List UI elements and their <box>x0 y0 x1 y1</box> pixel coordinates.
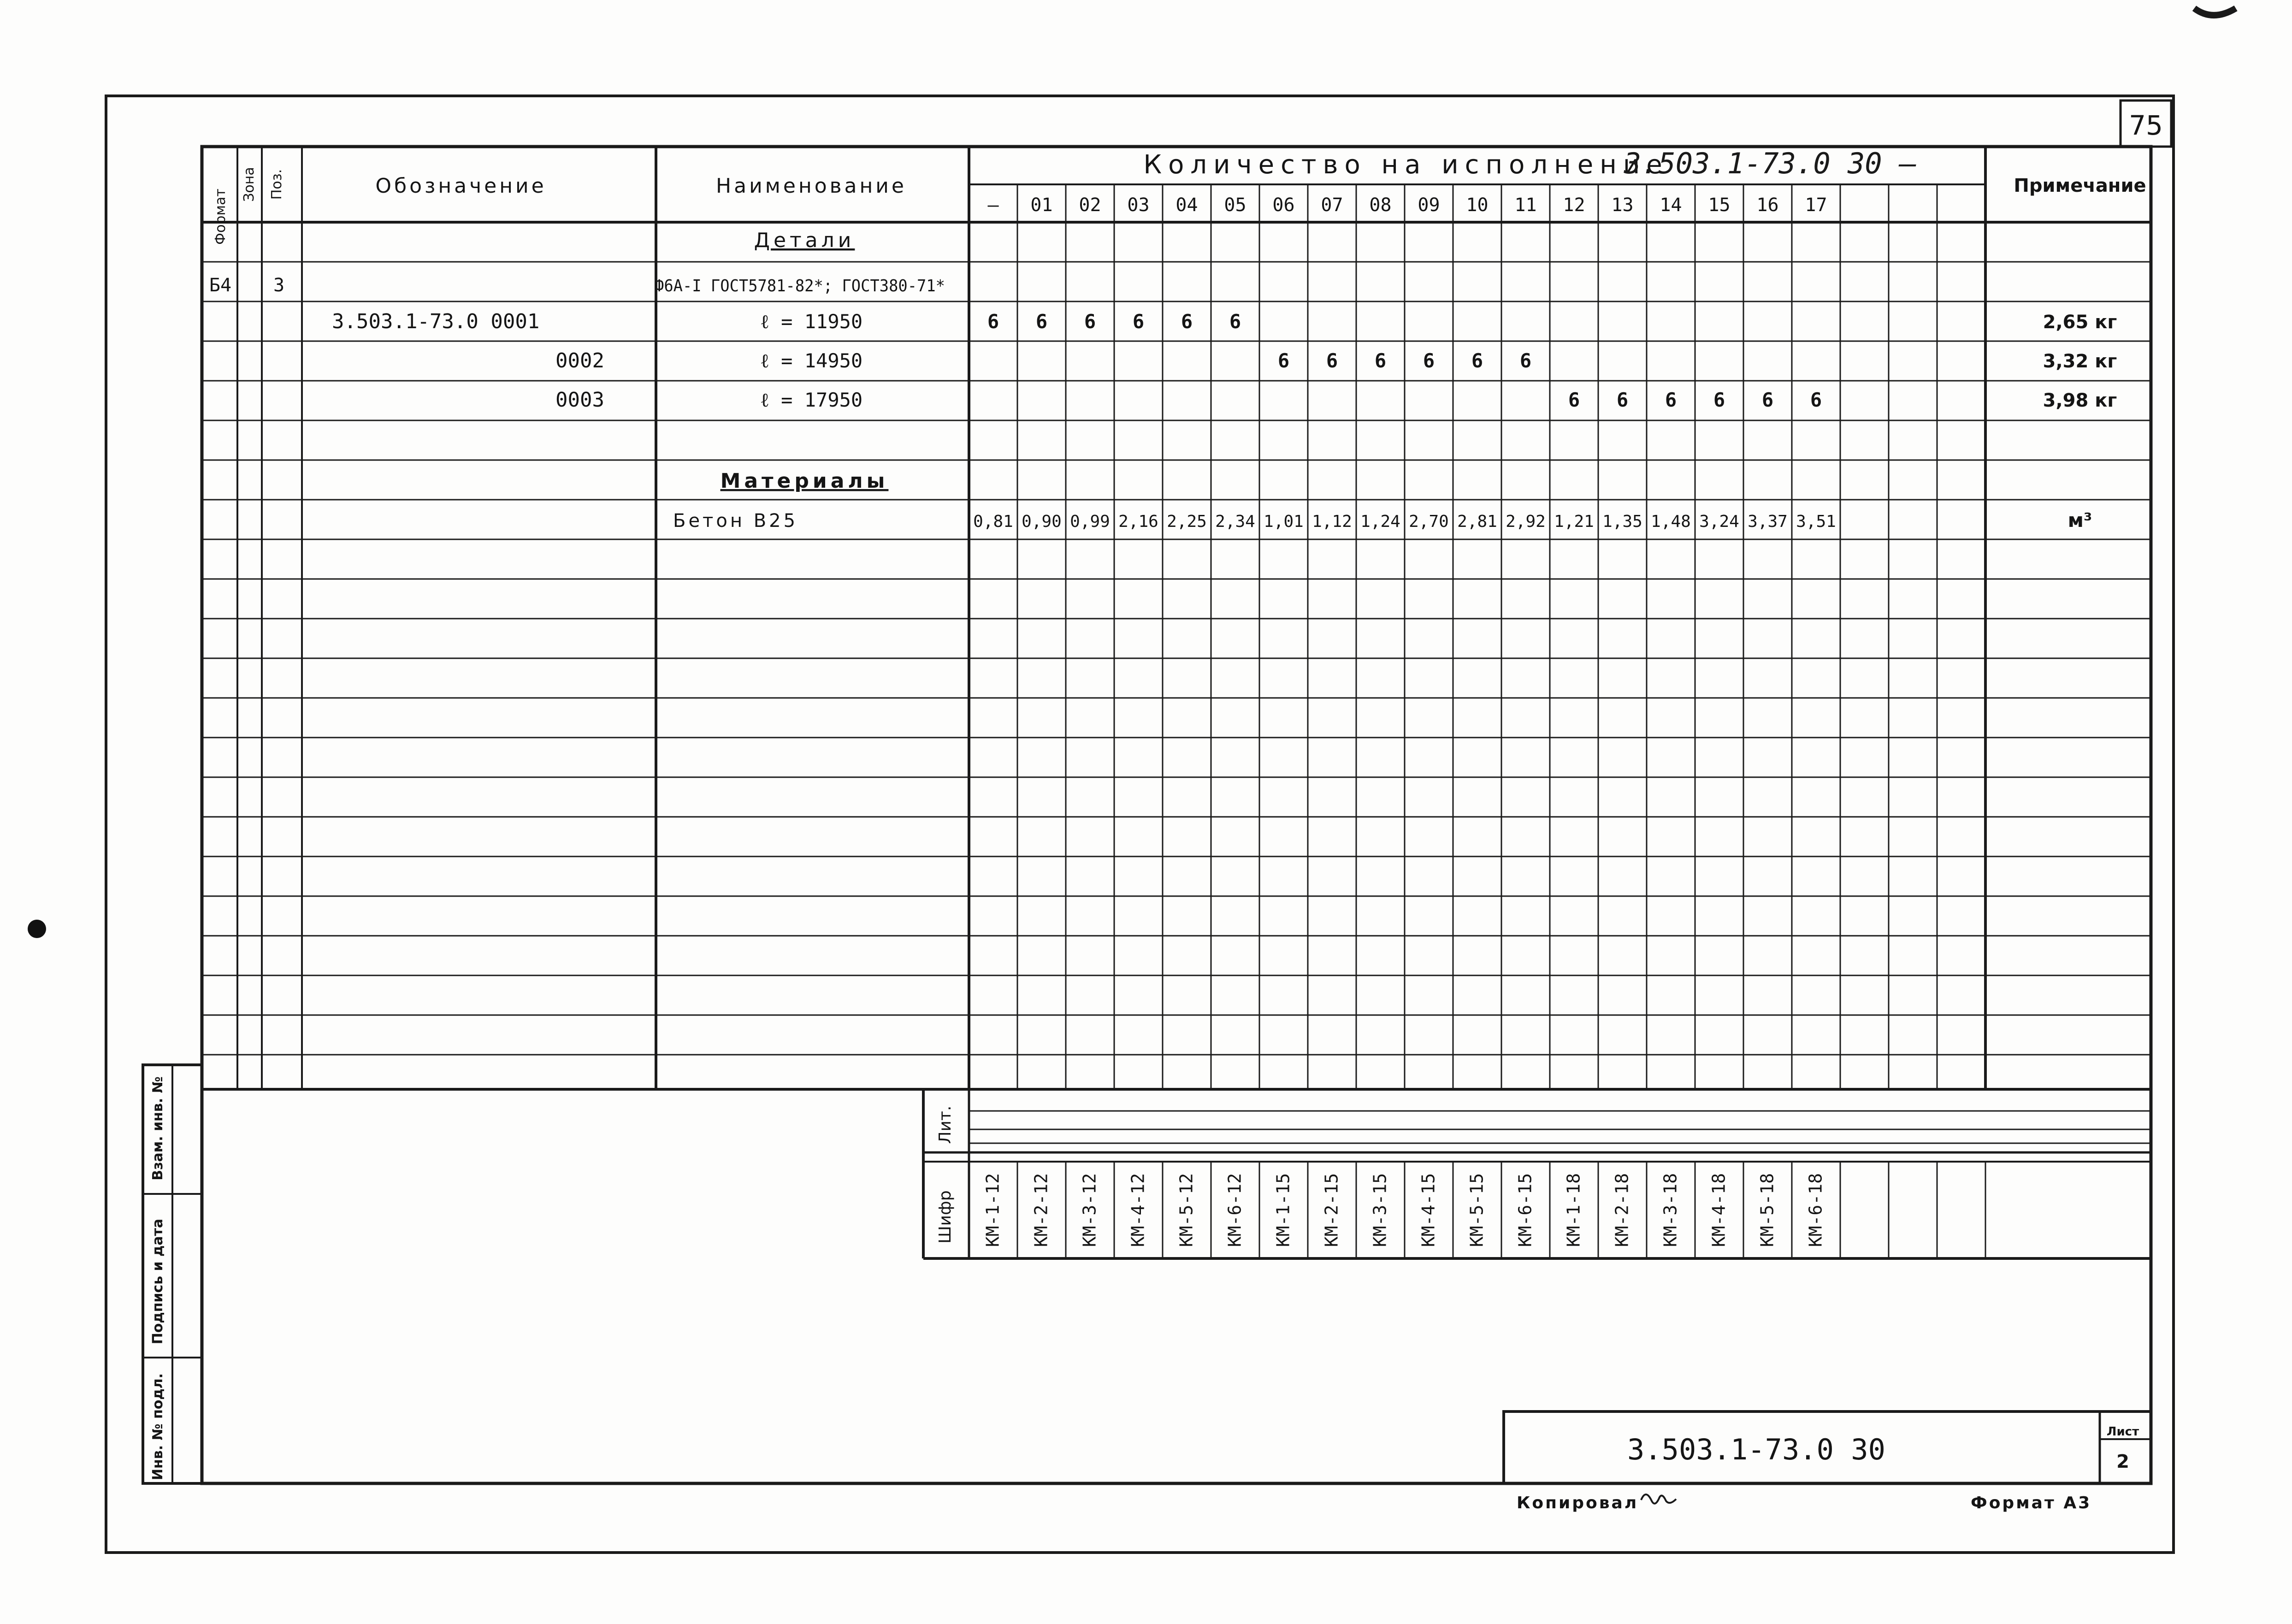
sheet-number: 75 <box>2129 110 2163 141</box>
variant-header: 03 <box>1127 195 1150 216</box>
item-qty: 6 <box>1810 389 1822 411</box>
side-stamp-inv: Инв. № подл. <box>150 1373 166 1481</box>
cipher-code: КМ-5-15 <box>1466 1173 1487 1247</box>
material-qty: 1,35 <box>1602 512 1642 531</box>
item-qty: 6 <box>1084 310 1096 333</box>
material-qty: 2,25 <box>1167 512 1207 531</box>
item-note: 2,65 кг <box>2043 312 2117 333</box>
title-sheet-label: Лист <box>2106 1425 2139 1439</box>
cipher-code: КМ-6-12 <box>1224 1173 1245 1247</box>
item-designation: 3.503.1-73.0 0001 <box>332 310 540 333</box>
material-qty: 0,99 <box>1070 512 1110 531</box>
item-qty: 6 <box>1713 389 1725 411</box>
item-qty: 6 <box>1229 310 1241 333</box>
name-header: Наименование <box>716 174 907 198</box>
format-header: Формат <box>213 189 229 245</box>
cipher-code: КМ-5-18 <box>1757 1173 1778 1247</box>
variant-header: 12 <box>1563 195 1585 216</box>
cipher-code: КМ-2-18 <box>1612 1173 1632 1247</box>
material-qty: 1,21 <box>1554 512 1594 531</box>
material-qty: 3,51 <box>1796 512 1836 531</box>
lit-label: Лит. <box>936 1105 955 1144</box>
spec-format: Б4 <box>209 275 232 296</box>
pos-header: Поз. <box>269 169 285 200</box>
material-name: Бетон В25 <box>673 510 798 531</box>
side-stamp-replaced: Взам. инв. № <box>150 1076 166 1181</box>
item-qty: 6 <box>1665 389 1677 411</box>
cipher-code: КМ-4-15 <box>1418 1173 1439 1247</box>
material-qty: 1,12 <box>1312 512 1352 531</box>
item-name: ℓ = 17950 <box>760 389 863 411</box>
inner-frame <box>202 147 2151 1483</box>
item-designation: 0002 <box>555 349 604 372</box>
variant-header: 05 <box>1224 195 1246 216</box>
corner-smudge <box>2194 8 2236 15</box>
item-name: ℓ = 11950 <box>760 310 863 333</box>
material-qty: 2,92 <box>1506 512 1546 531</box>
cipher-code: КМ-4-18 <box>1708 1173 1729 1247</box>
designation-header: Обозначение <box>375 174 547 198</box>
format-label: Формат А3 <box>1971 1494 2092 1512</box>
material-qty: 2,70 <box>1409 512 1449 531</box>
variant-header: — <box>987 195 999 216</box>
materials-heading: Материалы <box>720 469 889 493</box>
note-header: Примечание <box>2014 175 2146 196</box>
variant-header: 01 <box>1030 195 1053 216</box>
cipher-code: КМ-3-18 <box>1660 1173 1681 1247</box>
cipher-code: КМ-2-12 <box>1031 1173 1051 1247</box>
details-heading: Детали <box>754 229 855 252</box>
variant-header: 09 <box>1418 195 1440 216</box>
quantity-doc: 3.503.1-73.0 30 — <box>1624 147 1917 180</box>
material-qty: 0,90 <box>1022 512 1062 531</box>
cipher-code: КМ-2-15 <box>1321 1173 1342 1247</box>
side-stamp-signature: Подпись и дата <box>150 1218 166 1345</box>
item-qty: 6 <box>1035 310 1048 333</box>
item-qty: 6 <box>1423 349 1435 372</box>
item-qty: 6 <box>1471 349 1483 372</box>
title-sheet: 2 <box>2116 1451 2129 1472</box>
variant-header: 15 <box>1708 195 1731 216</box>
table-grid <box>143 147 2151 1483</box>
cipher-code: КМ-4-12 <box>1128 1173 1148 1247</box>
quantity-title: Количество на исполнение <box>1143 150 1669 180</box>
item-qty: 6 <box>1181 310 1193 333</box>
material-qty: 0,81 <box>973 512 1013 531</box>
variant-header: 08 <box>1369 195 1392 216</box>
copied-label: Копировал <box>1517 1494 1639 1512</box>
variant-header: 04 <box>1176 195 1198 216</box>
spec-name: Ф6А-I ГОСТ5781-82*; ГОСТ380-71* <box>655 277 945 295</box>
item-qty: 6 <box>987 310 999 333</box>
item-qty: 6 <box>1519 349 1532 372</box>
item-qty: 6 <box>1761 389 1774 411</box>
cipher-code: КМ-3-15 <box>1370 1173 1390 1247</box>
cipher-code: КМ-1-15 <box>1273 1173 1294 1247</box>
item-qty: 6 <box>1132 310 1145 333</box>
material-qty: 2,16 <box>1118 512 1158 531</box>
material-note: м³ <box>2068 509 2092 531</box>
cipher-label: Шифр <box>936 1190 955 1244</box>
material-qty: 3,37 <box>1748 512 1788 531</box>
cipher-code: КМ-1-18 <box>1563 1173 1584 1247</box>
item-qty: 6 <box>1326 349 1338 372</box>
item-note: 3,98 кг <box>2043 390 2117 411</box>
item-qty: 6 <box>1616 389 1629 411</box>
variant-header: 06 <box>1272 195 1295 216</box>
cipher-code: КМ-5-12 <box>1176 1173 1197 1247</box>
item-qty: 6 <box>1568 389 1580 411</box>
variant-header: 17 <box>1805 195 1827 216</box>
item-qty: 6 <box>1374 349 1387 372</box>
cipher-code: КМ-6-18 <box>1805 1173 1826 1247</box>
spec-pos: 3 <box>273 275 285 296</box>
variant-header: 13 <box>1611 195 1634 216</box>
copier-signature <box>1641 1494 1676 1504</box>
variant-header: 14 <box>1660 195 1682 216</box>
cipher-code: КМ-6-15 <box>1515 1173 1536 1247</box>
material-qty: 1,01 <box>1264 512 1304 531</box>
variant-header: 16 <box>1756 195 1779 216</box>
material-qty: 1,48 <box>1651 512 1691 531</box>
punch-mark <box>28 920 46 938</box>
material-qty: 1,24 <box>1360 512 1400 531</box>
zone-header: Зона <box>241 167 257 202</box>
variant-header: 07 <box>1321 195 1343 216</box>
material-qty: 2,81 <box>1457 512 1497 531</box>
material-qty: 3,24 <box>1699 512 1739 531</box>
title-document: 3.503.1-73.0 30 <box>1627 1433 1885 1466</box>
item-name: ℓ = 14950 <box>760 349 863 372</box>
variant-header: 02 <box>1079 195 1101 216</box>
cipher-code: КМ-1-12 <box>982 1173 1003 1247</box>
cipher-code: КМ-3-12 <box>1079 1173 1100 1247</box>
item-note: 3,32 кг <box>2043 351 2117 372</box>
item-designation: 0003 <box>555 388 604 412</box>
variant-header: 11 <box>1514 195 1537 216</box>
item-qty: 6 <box>1277 349 1290 372</box>
item-rows <box>332 310 2117 412</box>
material-qty: 2,34 <box>1215 512 1255 531</box>
variant-header: 10 <box>1466 195 1489 216</box>
